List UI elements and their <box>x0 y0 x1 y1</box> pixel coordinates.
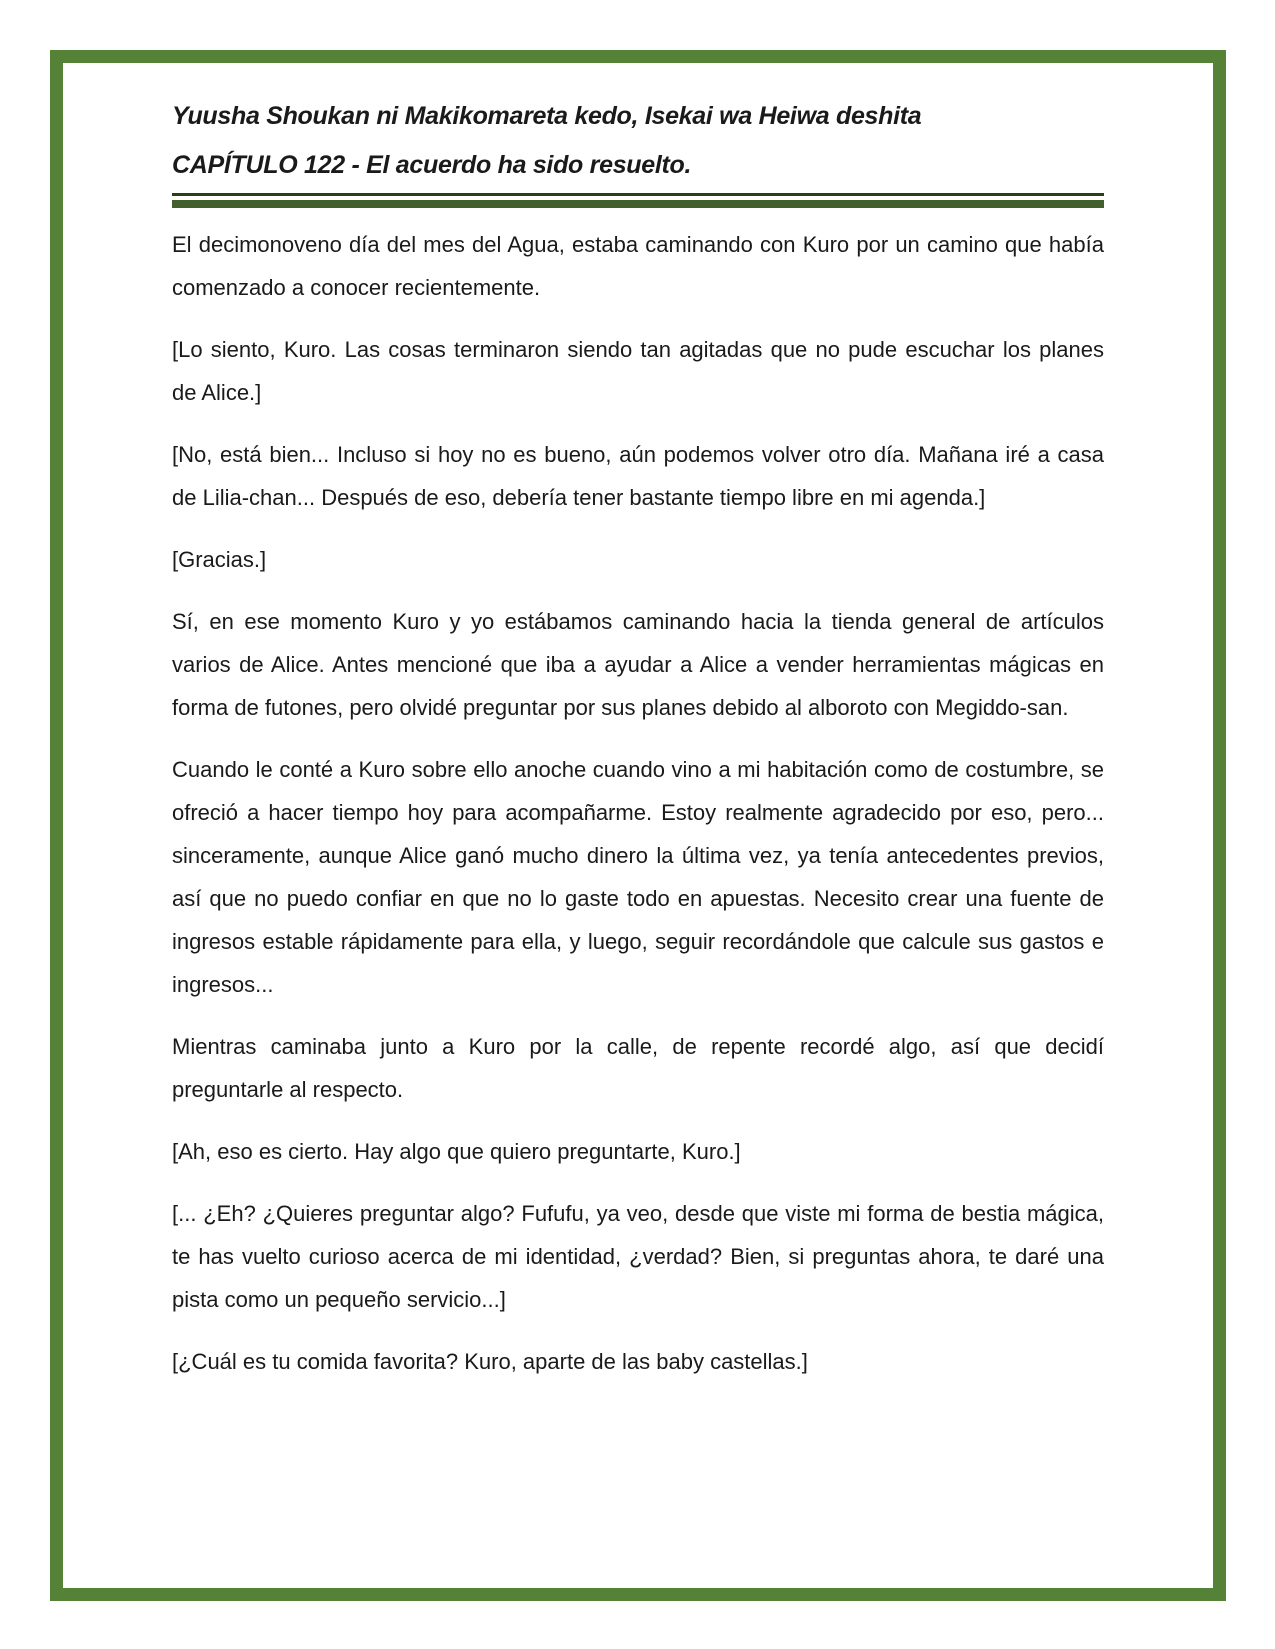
title-block <box>172 98 1104 208</box>
paragraph-2: [Lo siento, Kuro. Las cosas terminaron siendo tan agitadas que no pude escuchar los planes de Alice.] <box>172 337 1104 405</box>
paragraph-5: Sí, en ese momento Kuro y yo estábamos caminando hacia la tienda general de artículos varios de Alice. Antes mencioné que iba a ayudar a Alice a vender herramientas mágicas en forma de futones, pero olvidé preguntar por sus planes debido al alboroto con Megiddo-san. <box>172 609 1104 720</box>
paragraph-1: El decimonoveno día del mes del Agua, estaba caminando con Kuro por un camino que había comenzado a conocer recientemente. <box>172 232 1104 300</box>
paragraph-3: [No, está bien... Incluso si hoy no es bueno, aún podemos volver otro día. Mañana iré a casa de Lilia-chan... Después de eso, debería tener bastante tiempo libre en mi agenda.] <box>172 442 1104 510</box>
paragraph-7: Mientras caminaba junto a Kuro por la calle, de repente recordé algo, así que decidí preguntarle al respecto. <box>172 1034 1104 1102</box>
chapter-body <box>172 223 1104 1383</box>
paragraph-8: [Ah, eso es cierto. Hay algo que quiero preguntarte, Kuro.] <box>172 1139 741 1164</box>
paragraph-4: [Gracias.] <box>172 547 267 572</box>
chapter-title: CAPÍTULO 122 - El acuerdo ha sido resuelto. <box>172 151 692 179</box>
paragraph-10: [¿Cuál es tu comida favorita? Kuro, aparte de las baby castellas.] <box>172 1349 808 1374</box>
paragraph-6: Cuando le conté a Kuro sobre ello anoche cuando vino a mi habitación como de costumbre, se ofreció a hacer tiempo hoy para acompañarme. Estoy realmente agradecido por eso, pero... sinceramente, aunque Alice ganó mucho dinero la última vez, ya tenía antecedentes previos, así que no puedo confiar en que no lo gaste todo en apuestas. Necesito crear una fuente de ingresos estable rápidamente para ella, y luego, seguir recordándole que calcule sus gastos e ingresos... <box>172 757 1104 997</box>
title-divider <box>172 193 1104 208</box>
paragraph-9: [... ¿Eh? ¿Quieres preguntar algo? Fufufu, ya veo, desde que viste mi forma de bestia mágica, te has vuelto curioso acerca de mi identidad, ¿verdad? Bien, si preguntas ahora, te daré una pista como un pequeño servicio...] <box>172 1201 1104 1312</box>
document-page <box>172 98 1104 1383</box>
title-divider-thin-rule <box>172 193 1104 196</box>
novel-title: Yuusha Shoukan ni Makikomareta kedo, Isekai wa Heiwa deshita <box>172 102 922 130</box>
title-divider-thick-rule <box>172 200 1104 208</box>
